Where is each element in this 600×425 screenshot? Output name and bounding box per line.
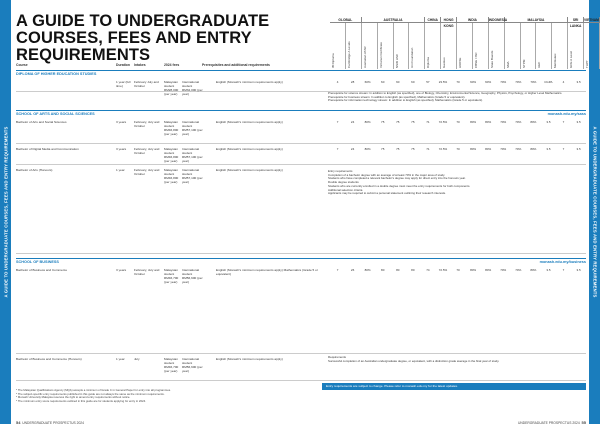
course-duration: 1 year xyxy=(116,357,125,361)
section-heading xyxy=(16,258,586,265)
header-column-label: UEC xyxy=(537,61,542,68)
footer-right-text: UNDERGRADUATE PROSPECTUS 2024 xyxy=(518,421,580,425)
header-column-label: NSW HSC xyxy=(394,53,399,68)
fee-local: Malaysian student RM46,800 (per year) xyxy=(164,168,179,184)
header-column-label: Uni Foundation xyxy=(410,47,415,68)
section-url: monash.edu.my/sass xyxy=(547,112,586,116)
entry-score: 60% xyxy=(470,80,477,84)
entry-score: 70% xyxy=(530,80,537,84)
entry-score: 80% xyxy=(364,147,371,151)
entry-score: 80% xyxy=(470,120,477,124)
entry-score: 80% xyxy=(485,147,492,151)
entry-score: 70% xyxy=(515,80,522,84)
requirements-details xyxy=(328,356,584,363)
entry-score-header xyxy=(330,17,600,69)
requirements-line: Students who have completed a relevant bachelor's degree may apply for direct entry into the honours year. xyxy=(328,176,466,181)
course-name: Bachelor of Arts (Honours) xyxy=(16,168,53,172)
fee-local: Malaysian student RM46,800 (per year) xyxy=(164,120,179,136)
requirements-line: Applicants may be required to submit a personal statement outlining their research interests. xyxy=(328,191,446,196)
entry-scores xyxy=(330,120,586,124)
course-intakes: February, July and October xyxy=(134,120,160,128)
entry-score: 80% xyxy=(485,268,492,272)
entry-score: 71 xyxy=(426,120,430,124)
entry-score: 80% xyxy=(530,147,537,151)
entry-score: 70 xyxy=(456,80,460,84)
entry-score: 70 xyxy=(456,268,460,272)
entry-score: 60 xyxy=(396,80,400,84)
course-duration: 3 years xyxy=(116,268,127,272)
requirements-line: Prerequisite for science stream: In addition to English (as specified), one of Biology, Chemistry, Environmental Science, Geography, Physics, Psychology, or Higher Level Mathematics. xyxy=(328,91,563,95)
prerequisites: English (Monash's minimum requirements apply) xyxy=(216,120,283,124)
prerequisites: English (Monash's minimum requirements apply) xyxy=(216,80,283,84)
requirements-line: Students who are currently enrolled in a double degree must meet the entry requirements for both components. xyxy=(328,183,471,188)
course-intakes: February, July and October xyxy=(134,168,160,176)
entry-score: 80% xyxy=(530,268,537,272)
prerequisites: English (Monash's minimum requirements apply) xyxy=(216,168,283,172)
header-group: CHINA xyxy=(425,17,441,23)
prerequisites: English (Monash's minimum requirements apply) xyxy=(216,147,283,151)
entry-score: 80% xyxy=(470,268,477,272)
requirements-details xyxy=(328,92,584,103)
header-column-label: Cambridge A Levels xyxy=(346,41,351,68)
entry-score: 7 xyxy=(336,147,339,151)
header-column-label: Diploma xyxy=(426,56,431,68)
header-column-label: GCE A Level xyxy=(569,50,574,68)
entry-score: 60% xyxy=(364,80,371,84)
entry-score: 7 xyxy=(562,268,565,272)
entry-score: 4 xyxy=(562,80,565,84)
side-tab-right-label: A GUIDE TO UNDERGRADUATE COURSES, FEES AND ENTRY REQUIREMENTS xyxy=(592,126,597,298)
requirements-line: Completion of a bachelor degree with an average of at least 70% in the major area of study. xyxy=(328,172,446,177)
fee-international-visible: International student RM57,100 (per year) xyxy=(182,147,203,163)
table-row xyxy=(16,118,586,144)
entry-score: 24 xyxy=(350,147,355,151)
requirements-line: Entry requirements xyxy=(328,169,353,173)
header-column-label: Gaokao xyxy=(442,57,447,68)
entry-score: 72.5% xyxy=(438,147,448,151)
course-duration: 3 years xyxy=(116,120,127,124)
entry-score: 80% xyxy=(530,120,537,124)
course-name: Bachelor of Business and Commerce (Honours) xyxy=(16,357,82,361)
fee-international-visible: International student RM57,100 (per year) xyxy=(182,168,203,184)
fee-local: Malaysian student RM28,000 (per year) xyxy=(164,80,179,96)
course-name: Bachelor of Digital Media and Communication xyxy=(16,147,79,151)
col-intakes: Intakes xyxy=(134,63,146,67)
header-column-label: CBSE / ISC xyxy=(473,52,478,68)
header-column-label: Victorian Certificate xyxy=(378,42,383,68)
entry-score: 80 xyxy=(396,268,400,272)
footer-note-bar: Entry requirements are subject to change. Please refer to monash.edu.my for the latest updates. xyxy=(322,383,586,390)
header-group: INDIA xyxy=(457,17,489,23)
footer-left-text: UNDERGRADUATE PROSPECTUS 2024 xyxy=(22,421,84,425)
col-prereq: Prerequisites and additional requirements xyxy=(202,63,270,67)
entry-score: 60% xyxy=(485,80,492,84)
entry-score: 7 xyxy=(336,120,339,124)
entry-scores xyxy=(330,80,586,84)
section-url: monash.edu.my/business xyxy=(539,260,586,264)
entry-scores xyxy=(330,268,586,272)
header-column-label: SMA xyxy=(505,61,510,68)
requirements-line: Additional selection criteria xyxy=(328,187,363,192)
header-group: SRI LANKA xyxy=(568,17,584,23)
entry-score: 3.5 xyxy=(576,147,581,151)
fee-local: Malaysian student RM46,700 (per year) xyxy=(164,357,179,373)
prerequisites: English (Monash's minimum requirements apply) Mathematics (Grade 5 or equivalent) xyxy=(216,268,318,276)
course-name: Bachelor of Arts and Social Sciences xyxy=(16,120,67,124)
page-number-right: 55 xyxy=(581,420,586,425)
entry-score: 70% xyxy=(515,147,522,151)
entry-score: 3.5 xyxy=(576,268,581,272)
fee-international-visible: International student RM32,000 (per year) xyxy=(182,80,203,96)
table-row xyxy=(16,266,586,354)
header-column-label: HKDSE xyxy=(458,57,462,68)
header-group: AUSTRALIA xyxy=(362,17,426,23)
entry-score: 72.5% xyxy=(438,268,448,272)
entry-score: 3.5 xyxy=(546,147,551,151)
entry-score: 60 xyxy=(381,80,385,84)
entry-score: 74 xyxy=(426,268,430,272)
requirements-line: Prerequisite for information technology stream: In addition to English (as specified), Mathematics (Grade 5 or equivalent). xyxy=(328,98,483,103)
entry-score: CGPA xyxy=(544,80,553,84)
page-number-left: 54 xyxy=(16,420,21,425)
table-row xyxy=(16,145,586,165)
side-tab-left-label: A GUIDE TO UNDERGRADUATE COURSES, FEES AND ENTRY REQUIREMENTS xyxy=(3,126,8,298)
footnote: * The Malaysian Qualifications Agency (MQA) accepts a minimum of Grade C in General Paper for entry into all programmes. xyxy=(16,388,171,392)
entry-score: 75 xyxy=(396,120,400,124)
entry-score: 75 xyxy=(411,120,415,124)
entry-score: 72.5% xyxy=(438,120,448,124)
footnotes xyxy=(16,389,346,403)
requirements-line: Prerequisite for business stream: In addition to English (as specified), Mathematics (Grade 5 or equivalent). xyxy=(328,94,466,99)
entry-score: 80 xyxy=(411,268,415,272)
entry-score: 4 xyxy=(336,80,339,84)
entry-score: 75 xyxy=(381,147,385,151)
col-duration: Duration xyxy=(116,63,130,67)
entry-score: 3.5 xyxy=(546,268,551,272)
entry-score: 70% xyxy=(500,268,507,272)
entry-score: 70% xyxy=(500,120,507,124)
header-group: GLOBAL xyxy=(330,17,362,23)
col-fees: 2024 fees xyxy=(164,63,180,67)
requirements-line: Double degree students xyxy=(328,180,359,185)
entry-score: 75 xyxy=(381,120,385,124)
fee-local: Malaysian student RM46,800 (per year) xyxy=(164,147,179,163)
header-group: VIETNAM xyxy=(584,18,599,22)
section-title: SCHOOL OF BUSINESS xyxy=(16,260,59,264)
fee-international-visible: International student RM56,600 (per year) xyxy=(182,268,203,284)
entry-score: 28 xyxy=(350,80,355,84)
fee-international-visible: International student RM56,600 (per year) xyxy=(182,357,203,373)
course-duration: 1 year xyxy=(116,168,125,172)
side-tab-left xyxy=(0,0,11,424)
entry-score: 26 xyxy=(350,268,355,272)
col-course: Course xyxy=(16,63,28,67)
course-name: Bachelor of Business and Commerce xyxy=(16,268,68,272)
entry-score: 70% xyxy=(500,147,507,151)
header-group: INDONESIA xyxy=(488,18,508,22)
entry-score: 23.5% xyxy=(438,80,448,84)
course-duration: 1 year (full time) xyxy=(116,80,131,88)
entry-score: 7 xyxy=(562,120,565,124)
entry-score: 3.5 xyxy=(576,120,581,124)
course-intakes: July xyxy=(134,357,140,361)
entry-score: 75 xyxy=(396,147,400,151)
entry-score: 70 xyxy=(456,120,460,124)
requirements-line: Successful completion of an Australian undergraduate degree, or equivalent, with a distinction grade average in the final year of study. xyxy=(328,358,500,363)
entry-score: 80% xyxy=(364,268,371,272)
header-group: HONG KONG xyxy=(441,17,457,23)
prerequisites: English (Monash's minimum requirements apply) xyxy=(216,357,283,361)
header-group: MALAYSIA xyxy=(505,17,569,23)
header-column-label: State Boards xyxy=(489,50,494,68)
header-column xyxy=(584,23,600,69)
entry-score: 71 xyxy=(426,147,430,151)
header-column-label: Australian ATAR xyxy=(362,46,367,68)
header-column-label: IB Diploma xyxy=(331,53,335,68)
requirements-details xyxy=(328,170,584,196)
course-duration: 3 years xyxy=(116,147,127,151)
entry-score: 80% xyxy=(470,147,477,151)
entry-score: 80% xyxy=(364,120,371,124)
footnote: * The subject-specific entry requirements published in this guide are not always the same as the minimum requirements. xyxy=(16,391,165,396)
footnote: * The minimum entry score requirements outlined in this guide are for students applying for entry in 2024. xyxy=(16,398,146,403)
header-column-label: THPT xyxy=(585,60,589,68)
entry-score: 80% xyxy=(485,120,492,124)
entry-score: 75 xyxy=(411,147,415,151)
header-column-label: Matrikulasi xyxy=(553,53,558,68)
fee-local: Malaysian student RM46,700 (per year) xyxy=(164,268,179,284)
requirements-line: Requirements xyxy=(328,355,346,359)
course-intakes: February July and October xyxy=(134,80,159,88)
entry-score: 3.5 xyxy=(576,80,581,84)
section-title: DIPLOMA OF HIGHER EDUCATION STUDIES xyxy=(16,72,97,76)
entry-scores xyxy=(330,147,586,151)
section-title: SCHOOL OF ARTS AND SOCIAL SCIENCES xyxy=(16,112,95,116)
footnote: * Monash University Malaysia reserves the right to amend entry requirements without notice. xyxy=(16,395,131,400)
fee-international-visible: International student RM57,100 (per year) xyxy=(182,120,203,136)
section-heading xyxy=(16,70,586,77)
page-title: A GUIDE TO UNDERGRADUATE COURSES, FEES AND ENTRY REQUIREMENTS xyxy=(16,12,270,64)
entry-score: 60 xyxy=(411,80,415,84)
header-column-label: STPM xyxy=(521,59,526,68)
page xyxy=(14,0,599,425)
entry-score: 70% xyxy=(500,80,507,84)
entry-score: 70 xyxy=(456,147,460,151)
entry-score: 3.5 xyxy=(546,120,551,124)
entry-score: 24 xyxy=(350,120,355,124)
entry-score: 57 xyxy=(426,80,430,84)
entry-score: 7 xyxy=(336,268,339,272)
entry-score: 80 xyxy=(381,268,385,272)
entry-score: 70% xyxy=(515,268,522,272)
entry-score: 70% xyxy=(515,120,522,124)
entry-score: 7 xyxy=(562,147,565,151)
table-header xyxy=(16,63,586,69)
course-intakes: February, July and October xyxy=(134,268,160,276)
section-heading xyxy=(16,110,586,117)
course-intakes: February, July and October xyxy=(134,147,160,155)
